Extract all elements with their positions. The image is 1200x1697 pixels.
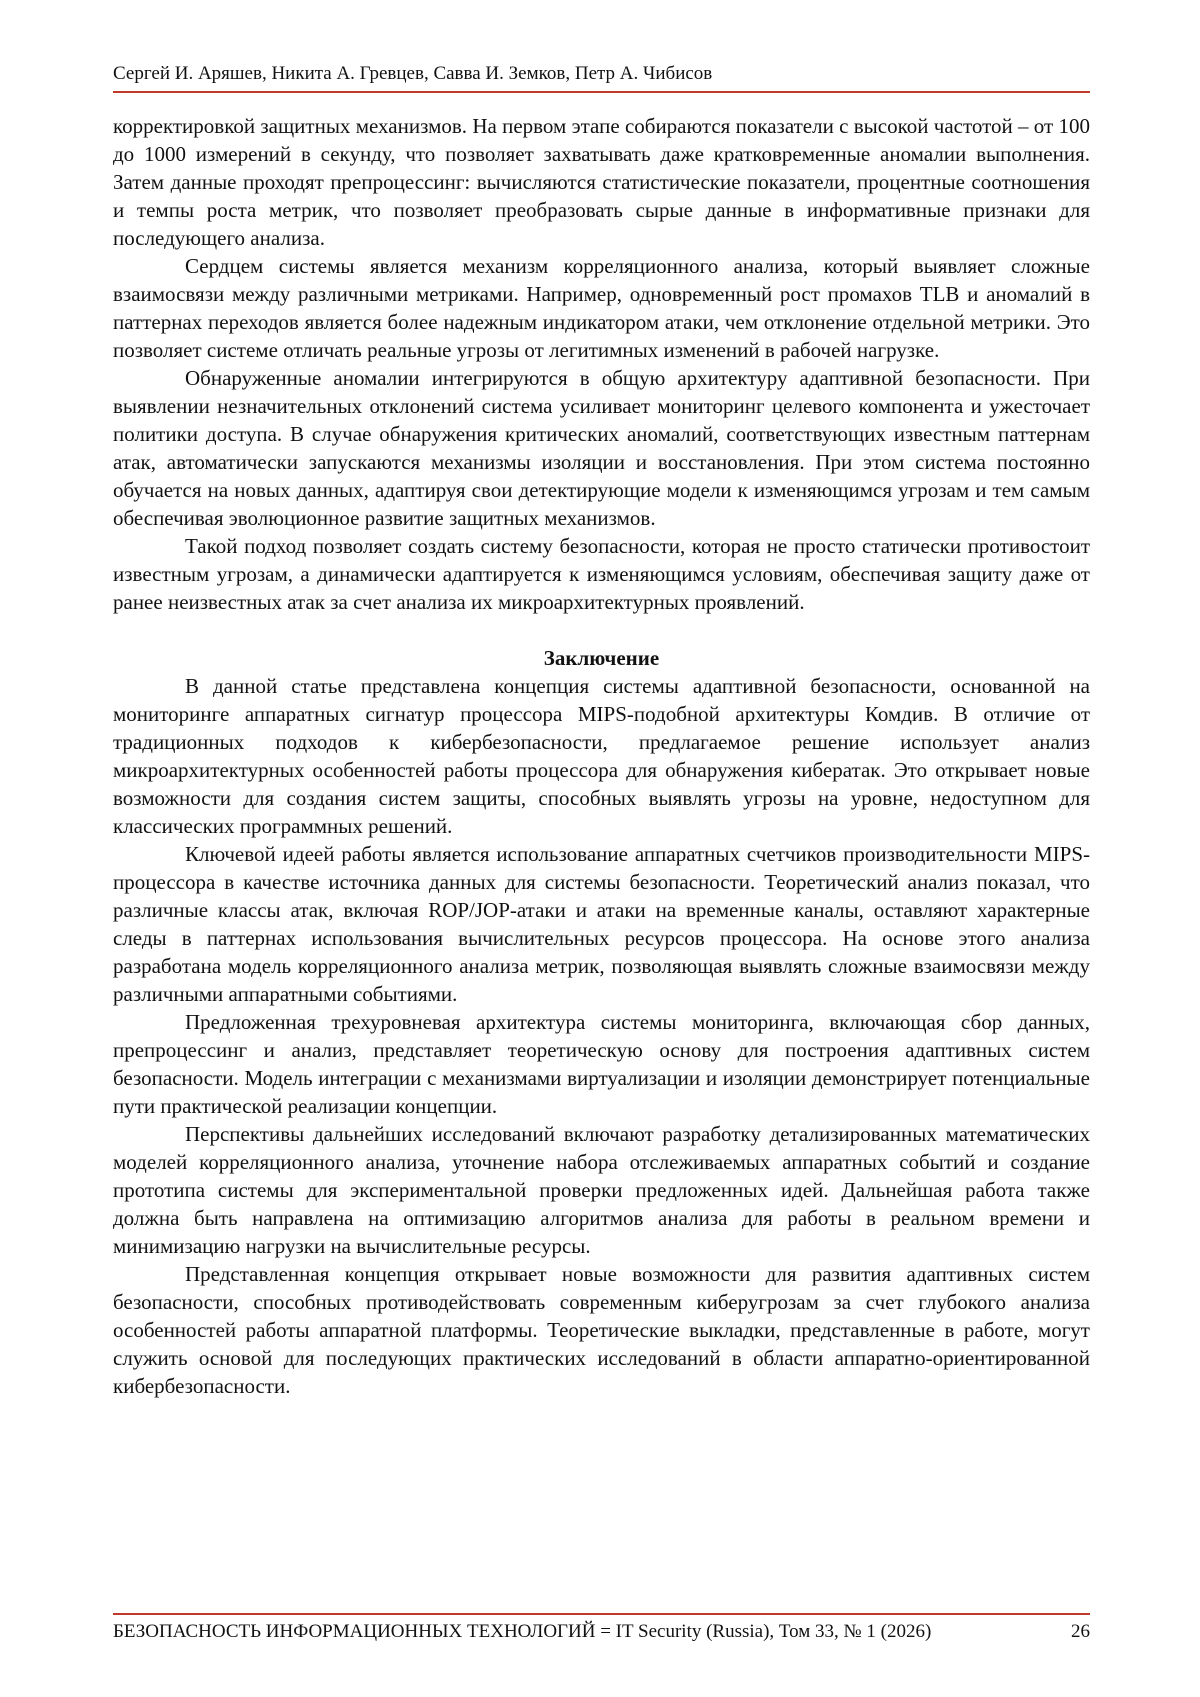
conclusion-paragraph: Предложенная трехуровневая архитектура системы мониторинга, включающая сбор данных, препроцессинг и анализ, представляет теоретическую основу для построения адаптивных систем безопасности. Модель интеграции с механизмами виртуализации и изоляции демонстрирует потенциальные пути практической реализации концепции.: [113, 1010, 1090, 1118]
conclusion-paragraph: Представленная концепция открывает новые возможности для развития адаптивных систем безопасности, способных противодействовать современным киберугрозам за счет глубокого анализа особенностей работы аппаратной платформы. Теоретические выкладки, представленные в работе, могут служить основой для последующих практических исследований в области аппаратно-ориентированной кибербезопасности.: [113, 1262, 1090, 1398]
conclusion-paragraph: Перспективы дальнейших исследований включают разработку детализированных математических моделей корреляционного анализа, уточнение набора отслеживаемых аппаратных событий и создание прототипа системы для экспериментальной проверки предложенных идей. Дальнейшая работа также должна быть направлена на оптимизацию алгоритмов анализа для работы в реальном времени и минимизацию нагрузки на вычислительные ресурсы.: [113, 1122, 1090, 1258]
body-paragraph: Такой подход позволяет создать систему безопасности, которая не просто статически противостоит известным угрозам, а динамически адаптируется к изменяющимся условиям, обеспечивая защиту даже от ранее неизвестных атак за счет анализа их микроархитектурных проявлений.: [113, 534, 1090, 614]
conclusion-paragraph: В данной статье представлена концепция системы адаптивной безопасности, основанной на мониторинге аппаратных сигнатур процессора MIPS-подобной архитектуры Комдив. В отличие от традиционных подходов к кибербезопасности, предлагаемое решение использует анализ микроархитектурных особенностей работы процессора для обнаружения кибератак. Это открывает новые возможности для создания систем защиты, способных выявлять угрозы на уровне, недоступном для классических программных решений.: [113, 674, 1090, 838]
body-paragraph: Обнаруженные аномалии интегрируются в общую архитектуру адаптивной безопасности. При выявлении незначительных отклонений система усиливает мониторинг целевого компонента и ужесточает политики доступа. В случае обнаружения критических аномалий, соответствующих известным паттернам атак, автоматически запускаются механизмы изоляции и восстановления. При этом система постоянно обучается на новых данных, адаптируя свои детектирующие модели к изменяющимся угрозам и тем самым обеспечивая эволюционное развитие защитных механизмов.: [113, 366, 1090, 530]
article-body: [113, 112, 1090, 1400]
body-paragraph: корректировкой защитных механизмов. На первом этапе собираются показатели с высокой частотой – от 100 до 1000 измерений в секунду, что позволяет захватывать даже кратковременные аномалии выполнения. Затем данные проходят препроцессинг: вычисляются статистические показатели, процентные соотношения и темпы роста метрик, что позволяет преобразовать сырые данные в информативные признаки для последующего анализа.: [113, 114, 1090, 250]
page-number: 26: [1071, 1621, 1090, 1642]
footer-rule: [113, 1613, 1090, 1615]
conclusion-paragraph: Ключевой идеей работы является использование аппаратных счетчиков производительности MIPS-процессора в качестве источника данных для системы безопасности. Теоретический анализ показал, что различные классы атак, включая ROP/JOP-атаки и атаки на временные каналы, оставляют характерные следы в паттернах использования вычислительных ресурсов процессора. На основе этого анализа разработана модель корреляционного анализа метрик, позволяющая выявлять сложные взаимосвязи между различными аппаратными событиями.: [113, 842, 1090, 1006]
journal-citation: БЕЗОПАСНОСТЬ ИНФОРМАЦИОННЫХ ТЕХНОЛОГИЙ = IT Security (Russia), Том 33, № 1 (2026): [113, 1621, 932, 1642]
section-title-conclusion: Заключение: [543, 646, 660, 670]
body-paragraph: Сердцем системы является механизм корреляционного анализа, который выявляет сложные взаимосвязи между различными метриками. Например, одновременный рост промахов TLB и аномалий в паттернах переходов является более надежным индикатором атаки, чем отклонение отдельной метрики. Это позволяет системе отличать реальные угрозы от легитимных изменений в рабочей нагрузке.: [113, 254, 1090, 362]
page-footer: [113, 1620, 1090, 1644]
header-rule: [113, 91, 1090, 93]
running-head-authors: Сергей И. Аряшев, Никита А. Гревцев, Савва И. Земков, Петр А. Чибисов: [113, 63, 713, 84]
